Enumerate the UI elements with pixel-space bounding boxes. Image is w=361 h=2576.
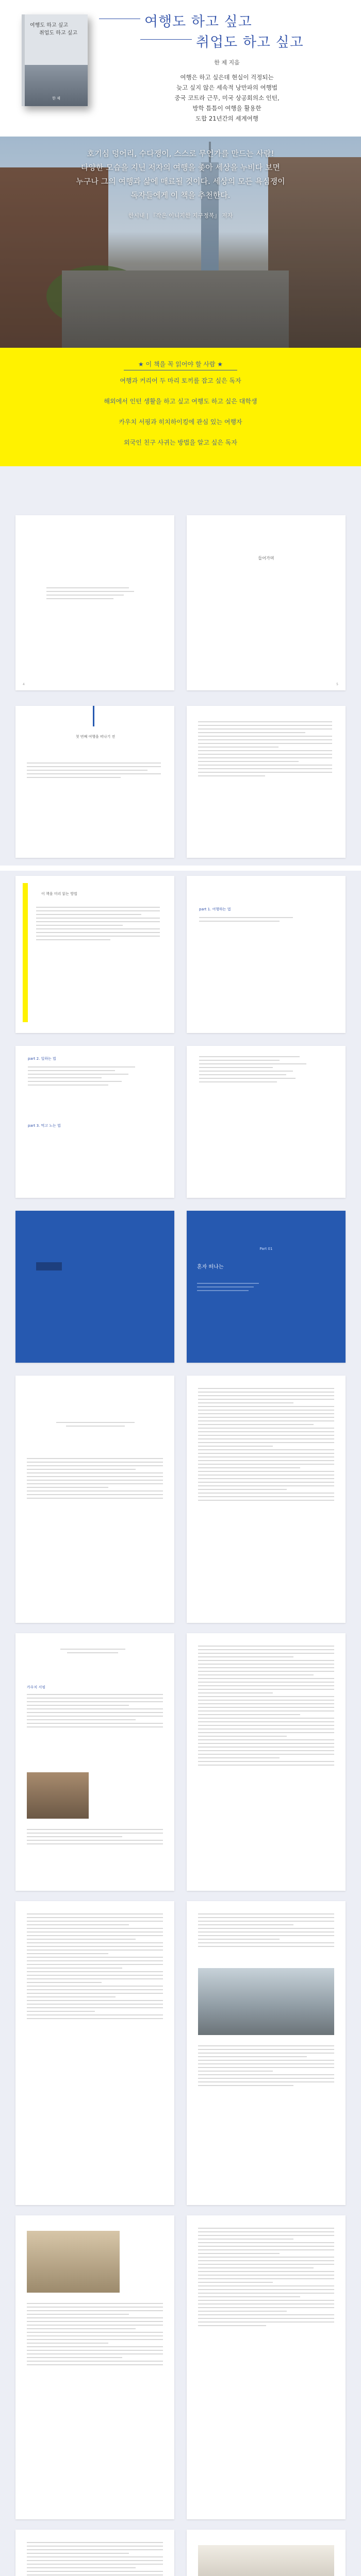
book-spread-2 [0, 505, 361, 701]
toc-list [28, 1066, 162, 1088]
book-cover-publisher: 한 제 [52, 96, 60, 100]
page-right [187, 2215, 346, 2519]
page-text-block [198, 1388, 334, 1503]
book-cover-image [22, 14, 88, 106]
page-text-block [198, 2228, 334, 2329]
recommend-item: 해외에서 인턴 생활을 하고 싶고 여행도 하고 싶은 대학생 [104, 398, 257, 405]
title-line-1: 여행도 하고 싶고 [144, 14, 252, 30]
page-left [15, 1901, 174, 2205]
page-right [187, 1046, 346, 1198]
recommend-item: 여행과 커리어 두 마리 토끼를 잡고 싶은 독자 [120, 377, 241, 384]
recommend-heading: ★ 이 책을 꼭 읽어야 할 사람 ★ [138, 361, 223, 368]
page-number: 5 [336, 683, 338, 686]
toc-heading: part 1. 여행하는 법 [199, 907, 231, 911]
intro-line: 방학 틈틈이 여행을 활용한 [192, 105, 261, 112]
page-text-block [198, 2045, 334, 2089]
page-heading: 이 책을 미리 읽는 방법 [41, 892, 77, 896]
page-heading: 들어가며 [258, 556, 274, 561]
page-text-block [46, 587, 139, 602]
page-right [187, 515, 346, 690]
page-text-block [27, 762, 161, 781]
quote-line: 호기심 덩어리, 수다쟁이, 스스로 무언가를 만드는 사람! [87, 149, 274, 158]
page-photo [27, 1772, 89, 1819]
page-left [15, 876, 174, 1033]
part-page-left [15, 1211, 174, 1363]
title-line-2: 취업도 하고 싶고 [196, 35, 304, 50]
page-text-block [36, 907, 160, 943]
recommend-item: 카우치 서핑과 히치하이킹에 관심 있는 여행자 [119, 418, 242, 426]
page-text-block [27, 1829, 163, 1847]
book-spread-4 [0, 871, 361, 1041]
page-number: 4 [23, 683, 25, 686]
page-caption: 첫 번째 여행을 떠나기 전 [75, 735, 116, 739]
page-photo [198, 2545, 334, 2576]
intro-line: 중국 코트라 근무, 미국 상공회의소 인턴, [174, 94, 280, 101]
book-spread-6 [0, 1206, 361, 1370]
chapter-title [46, 1649, 139, 1656]
page-right [187, 1633, 346, 1891]
title-rule-2 [140, 39, 192, 40]
page-right [187, 2530, 346, 2576]
intro-line: 늦고 싶지 않은 세속적 낭만파의 여행법 [176, 84, 278, 91]
yellow-margin-bar [23, 883, 28, 1022]
chapter-title [46, 1422, 144, 1429]
page-left [15, 2530, 174, 2576]
toc-list [199, 1056, 333, 1085]
author-line: 한 제 지음 [214, 59, 240, 66]
toc-heading: part 3. 먹고 노는 법 [28, 1124, 61, 1128]
page-text-block [27, 2303, 163, 2368]
recommendation-quote [0, 147, 361, 202]
part-list [197, 1283, 300, 1294]
section-heading: 카우치 서핑 [27, 1685, 46, 1689]
page-left [15, 1376, 174, 1623]
part-label: Part 01 [259, 1247, 273, 1251]
intro-text [98, 72, 356, 124]
page-right [187, 706, 346, 858]
toc-heading: part 2. 일하는 법 [28, 1057, 56, 1061]
book-spread-11 [0, 2524, 361, 2576]
page-photo [27, 2231, 120, 2293]
book-spread-7 [0, 1370, 361, 1628]
part-title: 혼자 떠나는 [197, 1264, 224, 1270]
spacer [0, 466, 361, 505]
page-text-block [27, 1458, 163, 1501]
book-cover-title-line1: 여행도 하고 싶고 [30, 23, 68, 28]
page-text-block [27, 1913, 163, 2022]
page-text-block [198, 1646, 334, 1768]
intro-line: 도합 21년간의 세계여행 [195, 115, 258, 122]
page-left [15, 2215, 174, 2519]
book-cover-title [30, 22, 77, 37]
page-right [187, 1376, 346, 1623]
blue-accent-bar [93, 706, 94, 726]
page-text-block [27, 2542, 163, 2576]
book-spread-5 [0, 1041, 361, 1206]
intro-line: 여행은 하고 싶은데 현실이 걱정되는 [180, 74, 274, 81]
page-left [15, 1633, 174, 1891]
book-cover-title-line2: 취업도 하고 싶고 [39, 30, 77, 36]
page-right [187, 1901, 346, 2205]
book-spread-8 [0, 1628, 361, 1896]
quote-line: 누구나 그의 여행과 삶에 매료될 것이다. 세상의 모든 욕심쟁이 [76, 177, 285, 186]
part-page-right [187, 1211, 346, 1363]
quote-line: 독자들에게 이 책을 추천한다. [130, 191, 231, 200]
page-left [15, 706, 174, 858]
toc-list [199, 917, 333, 924]
page-photo [198, 1968, 334, 2035]
quote-author: 한시내 | 『작은 이니지한 지구정복』 저자 [128, 212, 233, 219]
part-photo-thumb [36, 1262, 62, 1270]
page-left [15, 1046, 174, 1198]
quote-line: 다양한 모습을 지닌 저자의 여행을 좇아 세상을 누비다 보면 [81, 163, 280, 172]
book-spread-10 [0, 2210, 361, 2524]
page-text-block [27, 1694, 163, 1730]
book-spread-3 [0, 701, 361, 866]
recommend-item: 외국인 친구 사귀는 방법을 알고 싶은 독자 [124, 439, 237, 446]
book-spread-9 [0, 1896, 361, 2210]
page-left [15, 515, 174, 690]
page-right [187, 876, 346, 1033]
page-text-block [198, 721, 332, 779]
page-text-block [198, 1913, 334, 1950]
